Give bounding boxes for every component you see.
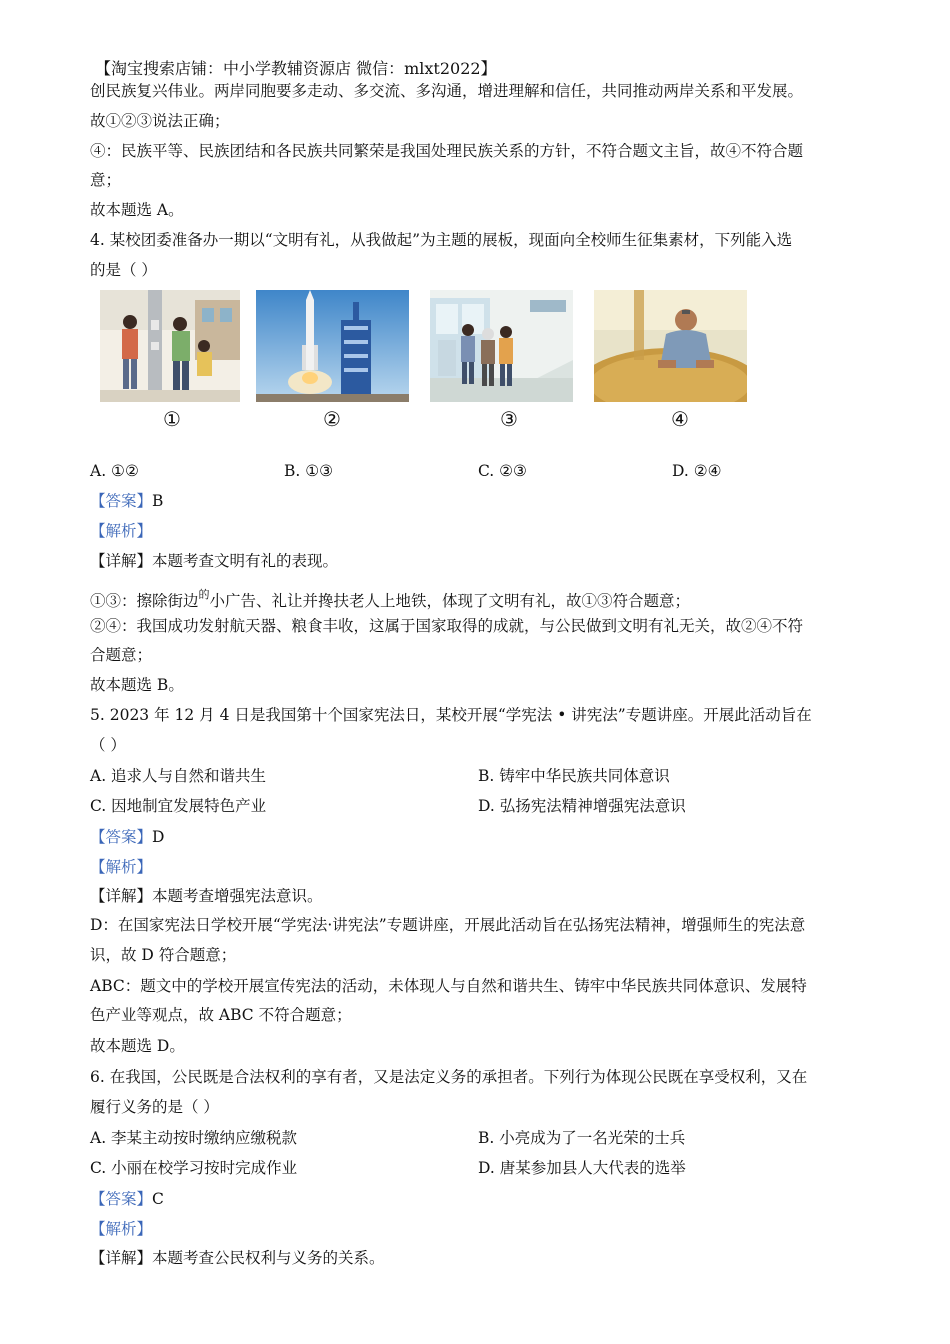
q6-analysis-tag: 【解析】 bbox=[90, 1220, 153, 1238]
answer-value: B bbox=[152, 492, 164, 510]
q5-detail-line: D：在国家宪法日学校开展“学宪法·讲宪法”专题讲座，开展此活动旨在弘扬宪法精神，增强师生的宪法意 bbox=[90, 916, 806, 934]
q4-detail-text: ①③：擦除街边 bbox=[90, 592, 199, 610]
q6-detail: 【详解】本题考查公民权利与义务的关系。 bbox=[90, 1249, 385, 1267]
q6-stem-cont: 履行义务的是（ ） bbox=[90, 1098, 219, 1116]
q4-detail-line bbox=[90, 584, 865, 612]
q5-stem: 5. 2023 年 12 月 4 日是我国第十个国家宪法日，某校开展“学宪法 • 讲宪法”专题讲座。开展此活动旨在 bbox=[90, 706, 812, 724]
intro-conclusion: 故本题选 A。 bbox=[90, 201, 184, 219]
q5-stem-cont: （ ） bbox=[90, 736, 126, 754]
shop-header: 【淘宝搜索店铺：中小学教辅资源店 微信：mlxt2022】 bbox=[95, 59, 497, 78]
q4-conclusion: 故本题选 B。 bbox=[90, 676, 184, 694]
q4-detail-line: ②④：我国成功发射航天器、粮食丰收，这属于国家取得的成就，与公民做到文明有礼无关，故②④不符 bbox=[90, 617, 804, 635]
intro-line: 创民族复兴伟业。两岸同胞要多走动、多交流、多沟通，增进理解和信任，共同推动两岸关系和平发展。 bbox=[90, 82, 804, 100]
q5-detail: 【详解】本题考查增强宪法意识。 bbox=[90, 887, 323, 905]
q5-conclusion: 故本题选 D。 bbox=[90, 1037, 185, 1055]
q6-option-c: C. 小丽在校学习按时完成作业 bbox=[90, 1159, 298, 1177]
q4-option-c: C. ②③ bbox=[478, 462, 527, 480]
q5-detail-line: 识，故 D 符合题意； bbox=[90, 946, 237, 964]
image-label: ③ bbox=[500, 407, 518, 431]
answer-tag: 【答案】 bbox=[90, 492, 153, 510]
q6-option-a: A. 李某主动按时缴纳应缴税款 bbox=[90, 1129, 298, 1147]
q6-stem: 6. 在我国，公民既是合法权利的享有者，又是法定义务的承担者。下列行为体现公民既在享受权利，又在 bbox=[90, 1068, 808, 1086]
image-rocket-launch bbox=[256, 290, 409, 402]
q4-stem-cont: 的是（ ） bbox=[90, 261, 157, 279]
q5-option-b: B. 铸牢中华民族共同体意识 bbox=[478, 767, 670, 785]
intro-line: ④：民族平等、民族团结和各民族共同繁荣是我国处理民族关系的方针，不符合题文主旨，故④不符合题 bbox=[90, 142, 804, 160]
q5-answer bbox=[90, 826, 865, 848]
intro-line: 故①②③说法正确； bbox=[90, 112, 230, 130]
q6-option-d: D. 唐某参加县人大代表的选举 bbox=[478, 1159, 686, 1177]
answer-value: C bbox=[152, 1190, 164, 1208]
q4-answer bbox=[90, 490, 865, 512]
q4-stem: 4. 某校团委准备办一期以“文明有礼，从我做起”为主题的展板，现面向全校师生征集素材，下列能入选 bbox=[90, 231, 793, 249]
q4-option-b: B. ①③ bbox=[284, 462, 334, 480]
image-cleaning-ads bbox=[100, 290, 240, 402]
q6-option-b: B. 小亮成为了一名光荣的士兵 bbox=[478, 1129, 686, 1147]
q4-option-a: A. ①② bbox=[90, 462, 139, 480]
q4-detail-line: 合题意； bbox=[90, 646, 153, 664]
q5-detail-line: 色产业等观点，故 ABC 不符合题意； bbox=[90, 1006, 352, 1024]
q5-option-a: A. 追求人与自然和谐共生 bbox=[90, 767, 267, 785]
intro-line: 意； bbox=[90, 171, 122, 189]
q5-analysis-tag: 【解析】 bbox=[90, 858, 153, 876]
q4-detail-text: 小广告、礼让并搀扶老人上地铁，体现了文明有礼，故①③符合题意； bbox=[209, 592, 691, 610]
q6-answer bbox=[90, 1188, 865, 1210]
q4-detail-sup: 的 bbox=[198, 588, 210, 601]
q4-option-d: D. ②④ bbox=[672, 462, 722, 480]
q5-detail-line: ABC：题文中的学校开展宣传宪法的活动，未体现人与自然和谐共生、铸牢中华民族共同体意识、发展特 bbox=[90, 977, 807, 995]
q4-analysis-tag: 【解析】 bbox=[90, 522, 153, 540]
q5-option-d: D. 弘扬宪法精神增强宪法意识 bbox=[478, 797, 686, 815]
image-grain-harvest bbox=[594, 290, 747, 402]
answer-value: D bbox=[152, 828, 165, 846]
q4-detail: 【详解】本题考查文明有礼的表现。 bbox=[90, 552, 339, 570]
q5-option-c: C. 因地制宜发展特色产业 bbox=[90, 797, 267, 815]
answer-tag: 【答案】 bbox=[90, 1190, 153, 1208]
image-label: ② bbox=[323, 407, 341, 431]
image-label: ① bbox=[163, 407, 181, 431]
image-subway-helping-elderly bbox=[430, 290, 573, 402]
answer-tag: 【答案】 bbox=[90, 828, 153, 846]
image-label: ④ bbox=[671, 407, 689, 431]
